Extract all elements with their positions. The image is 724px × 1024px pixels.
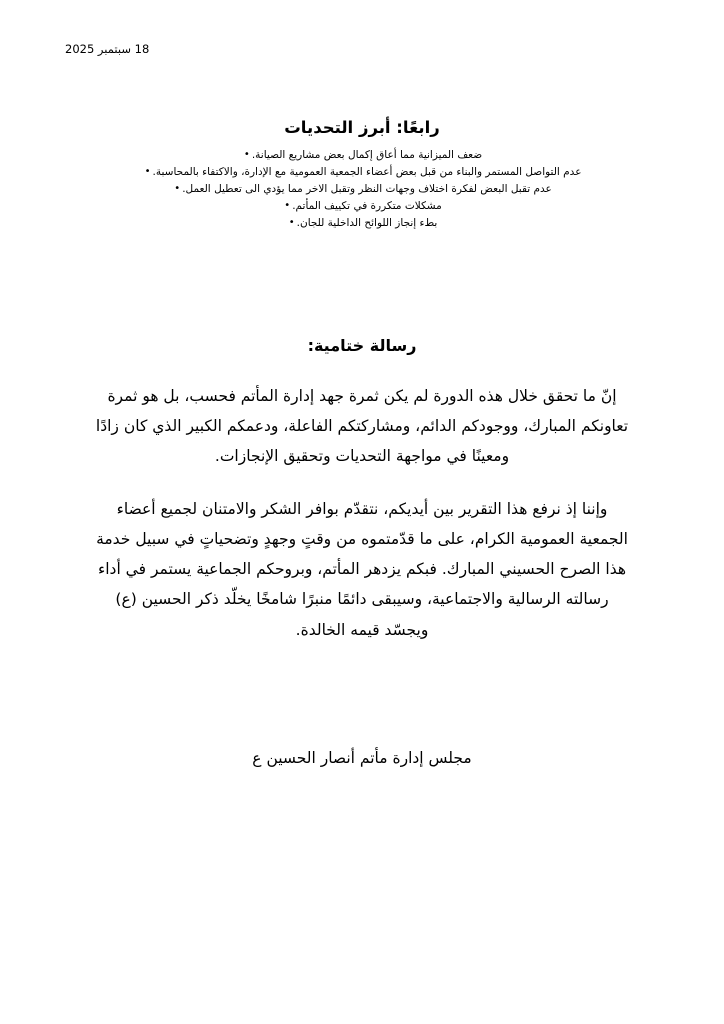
list-item (55, 164, 669, 181)
signature-line: مجلس إدارة مأتم أنصار الحسين ع (252, 748, 472, 767)
closing-paragraph-1: إنّ ما تحقق خلال هذه الدورة لم يكن ثمرة جهد إدارة المأتم فحسب، بل هو ثمرة تعاونكم المبارك، ووجودكم الدائم، ومشاركتكم الفاعلة، ودعمكم الكبير الذي كان زادًا ومعينًا في مواجهة التحديات وتحقيق الإنجازات. (95, 387, 629, 466)
challenge-text: ضعف الميزانية مما أعاق إكمال بعض مشاريع الصيانة. (251, 149, 483, 161)
challenges-heading: رابعًا: أبرز التحديات (284, 118, 440, 137)
bullet-dot-icon: • (284, 200, 291, 211)
list-item (55, 181, 669, 198)
closing-heading: رسالة ختامية: (307, 336, 417, 355)
list-item (55, 215, 669, 232)
bullet-dot-icon: • (243, 149, 250, 160)
bullet-dot-icon: • (288, 217, 295, 228)
challenge-text: بطء إنجاز اللوائح الداخلية للجان. (296, 217, 438, 229)
document-date (55, 38, 669, 56)
challenges-list (55, 147, 669, 232)
list-item (55, 198, 669, 215)
challenge-text: عدم التواصل المستمر والبناء من قبل بعض أعضاء الجمعية العمومية مع الإدارة، والاكتفاء بالمحاسبة. (152, 166, 582, 178)
challenge-text: مشكلات متكررة في تكييف المأتم. (292, 200, 442, 212)
list-item (55, 147, 669, 164)
bullet-dot-icon: • (144, 166, 151, 177)
challenge-text: عدم تقبل البعض لفكرة اختلاف وجهات النظر وتقبل الاخر مما يؤدي الى تعطيل العمل. (182, 183, 552, 195)
bullet-dot-icon: • (174, 183, 181, 194)
closing-paragraph-2: وإننا إذ نرفع هذا التقرير بين أيديكم، نتقدّم بوافر الشكر والامتنان لجميع أعضاء الجمعية العمومية الكرام، على ما قدّمتموه من وقتٍ وجهدٍ وتضحياتٍ في سبيل خدمة هذا الصرح الحسيني المبارك. فبكم يزدهر المأتم، وبروحكم الجماعية يستمر في أداء رسالته الرسالية والاجتماعية، وسيبقى دائمًا منبرًا شامخًا يخلّد ذكر الحسين (ع) ويجسّد قيمه الخالدة. (96, 499, 628, 639)
document-date-text: 18 سبتمبر 2025 (65, 42, 150, 56)
